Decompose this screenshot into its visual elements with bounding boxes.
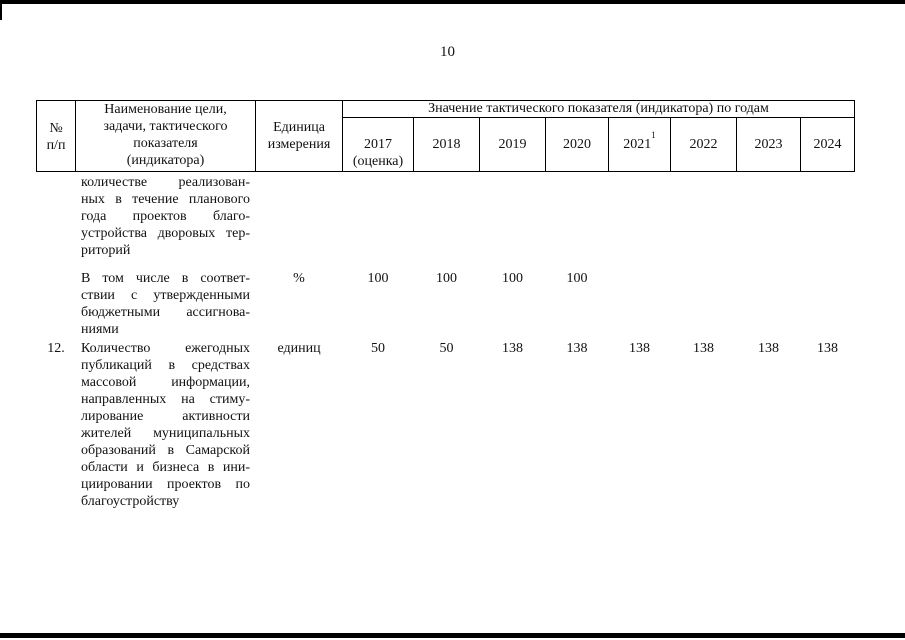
header-year-2019: 2019: [498, 137, 527, 152]
rule: [36, 171, 855, 172]
scan-edge-top: [0, 0, 905, 4]
row-value-2018: 50: [439, 341, 454, 356]
row-value-2017: 50: [371, 341, 385, 356]
header-year-2021: [609, 130, 670, 153]
row-name: [81, 340, 250, 510]
header-year-note: (оценка): [352, 154, 404, 169]
header-year-label: 2021: [623, 137, 652, 152]
row-name-line: количестве реализован-: [81, 175, 250, 190]
row-name-line: публикаций в средствах: [81, 358, 250, 373]
rule: [342, 117, 855, 118]
header-text: задачи, тактического: [103, 119, 228, 134]
header-col-name: [76, 101, 255, 169]
header-col-unit: [256, 119, 342, 153]
header-text: №: [49, 121, 63, 136]
scan-edge-left: [0, 0, 2, 20]
row-name-line: благоустройству: [81, 494, 180, 509]
row-name-line: массовой информации,: [81, 375, 250, 390]
row-value-2021: 138: [629, 341, 650, 356]
row-name-line: В том числе в соответ-: [81, 271, 250, 286]
header-text: п/п: [46, 138, 66, 153]
row-name-line: циировании проектов по: [81, 477, 250, 492]
row-value-2020: 138: [566, 341, 588, 356]
row-name-line: устройства дворовых тер-: [81, 226, 250, 241]
header-text: (индикатора): [126, 153, 205, 168]
page-number: 10: [440, 44, 455, 60]
row-name-line: года проектов благо-: [81, 209, 250, 224]
header-col-number: [36, 120, 76, 154]
footnote-mark: 1: [651, 130, 656, 141]
row-value-2017: 100: [367, 271, 389, 286]
header-col-group: Значение тактического показателя (индикатора) по годам: [428, 101, 769, 116]
row-value-2024: 138: [817, 341, 838, 356]
header-text: измерения: [267, 137, 331, 152]
row-name: [81, 270, 250, 338]
header-year-2022: 2022: [689, 137, 718, 152]
header-year-2017: [343, 136, 413, 170]
row-number: 12.: [47, 341, 65, 356]
header-year-2018: 2018: [432, 137, 461, 152]
row-name-line: бюджетными ассигнова-: [81, 305, 250, 320]
row-name-line: риторий: [81, 243, 131, 258]
row-name-line: лирование активности: [81, 409, 250, 424]
row-name-line: образований в Самарской: [81, 443, 250, 458]
header-year-2020: 2020: [563, 137, 591, 152]
scan-edge-bottom: [0, 633, 905, 638]
header-text: Наименование цели,: [104, 102, 227, 117]
header-year-2023: 2023: [754, 137, 783, 152]
header-year-label: 2017: [364, 137, 392, 152]
row-unit: %: [293, 271, 305, 286]
header-text: Единица: [273, 120, 325, 135]
header-year-2024: 2024: [813, 137, 842, 152]
header-text: показателя: [133, 136, 198, 151]
row-name-line: ниями: [81, 322, 119, 337]
row-name: [81, 174, 250, 259]
rule: [854, 100, 855, 172]
row-name-line: области и бизнеса в ини-: [81, 460, 250, 475]
row-name-line: жителей муниципальных: [81, 426, 250, 441]
row-value-2018: 100: [436, 271, 457, 286]
row-value-2020: 100: [566, 271, 588, 286]
row-value-2019: 138: [502, 341, 523, 356]
row-name-line: направленных на стиму-: [81, 392, 250, 407]
row-value-2019: 100: [502, 271, 523, 286]
row-name-line: ствии с утвержденными: [81, 288, 250, 303]
row-value-2023: 138: [758, 341, 779, 356]
row-name-line: ных в течение планового: [81, 192, 250, 207]
row-value-2022: 138: [693, 341, 714, 356]
row-name-line: Количество ежегодных: [81, 341, 250, 356]
row-unit: единиц: [277, 341, 321, 356]
